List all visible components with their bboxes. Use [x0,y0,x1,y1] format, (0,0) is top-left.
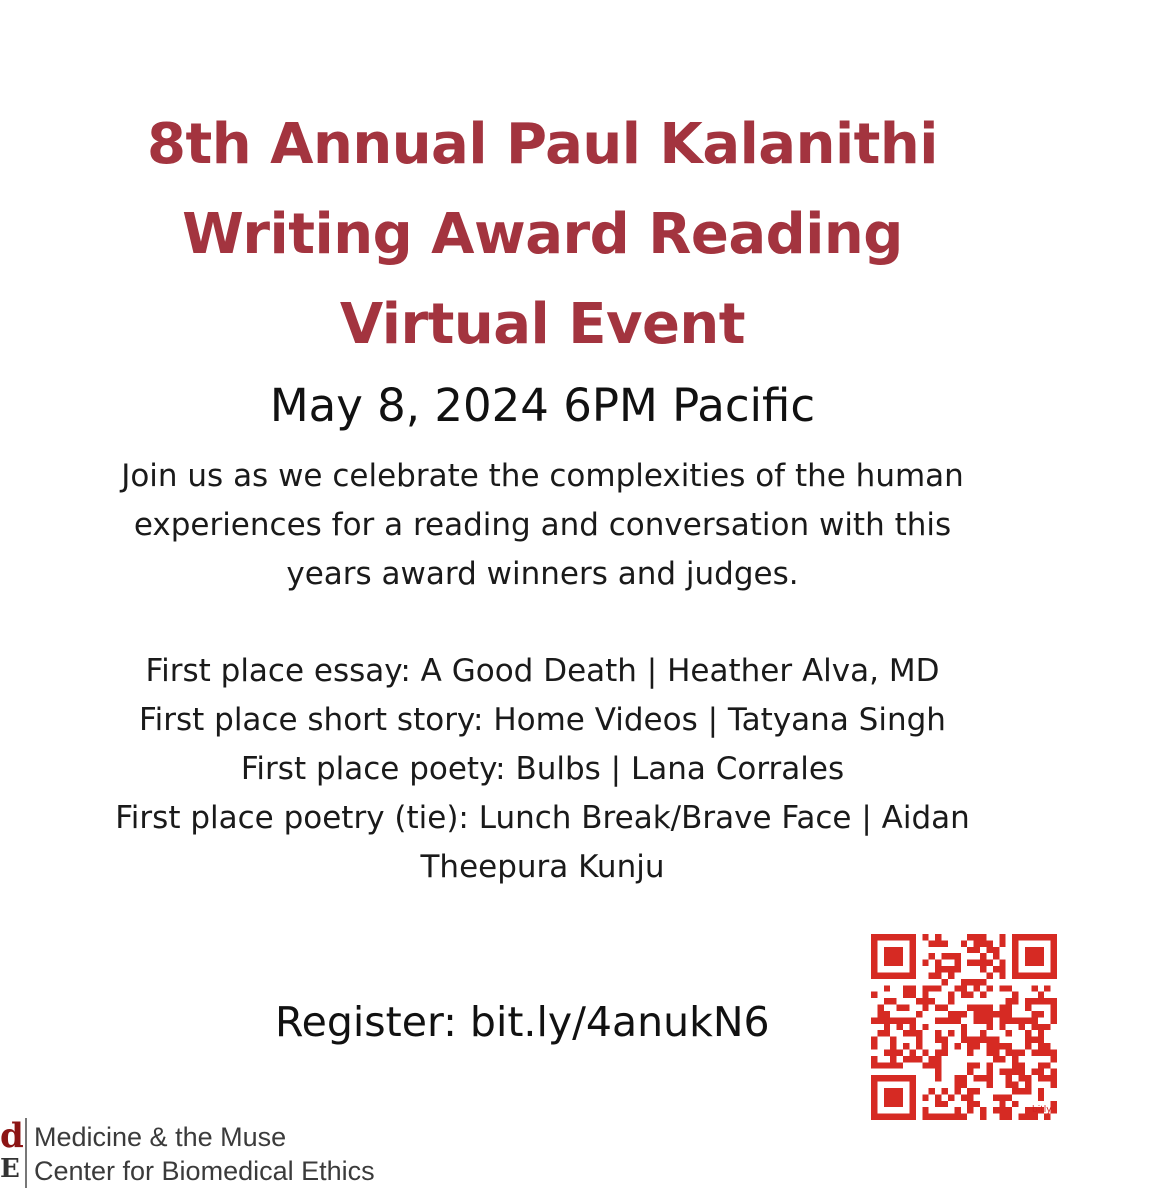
footer-line-1: Medicine & the Muse [34,1122,287,1152]
winner-item: First place poetry (tie): Lunch Break/Brave Face | Aidan [115,800,970,836]
qr-code-icon[interactable] [871,934,1057,1120]
qr-caption: bitly [1032,1105,1052,1115]
winners-list [0,647,1085,892]
description-line: experiences for a reading and conversation with this [133,507,952,543]
event-title-line-2: Writing Award Reading [182,202,903,267]
event-date: May 8, 2024 6PM Pacific [269,379,816,432]
winner-item: First place essay: A Good Death | Heather Alva, MD [145,653,940,689]
footer-line-2: Center for Biomedical Ethics [34,1156,375,1186]
event-description [0,452,1085,599]
register-link[interactable]: Register: bit.ly/4anukN6 [275,998,770,1046]
description-line: years award winners and judges. [286,556,799,592]
winner-item: First place short story: Home Videos | Tatyana Singh [139,702,946,738]
logo-letter-bottom: E [0,1154,20,1184]
footer-divider [25,1118,27,1188]
footer-organization [34,1120,375,1188]
winner-item: First place poety: Bulbs | Lana Corrales [240,751,845,787]
institution-logo [0,1118,22,1188]
winner-item: Theepura Kunju [420,849,665,885]
event-title-line-1: 8th Annual Paul Kalanithi [147,112,938,177]
logo-letter-top: d [0,1116,24,1156]
event-title-line-3: Virtual Event [339,292,746,357]
description-line: Join us as we celebrate the complexities of the human [121,458,964,494]
event-title [0,100,1085,370]
